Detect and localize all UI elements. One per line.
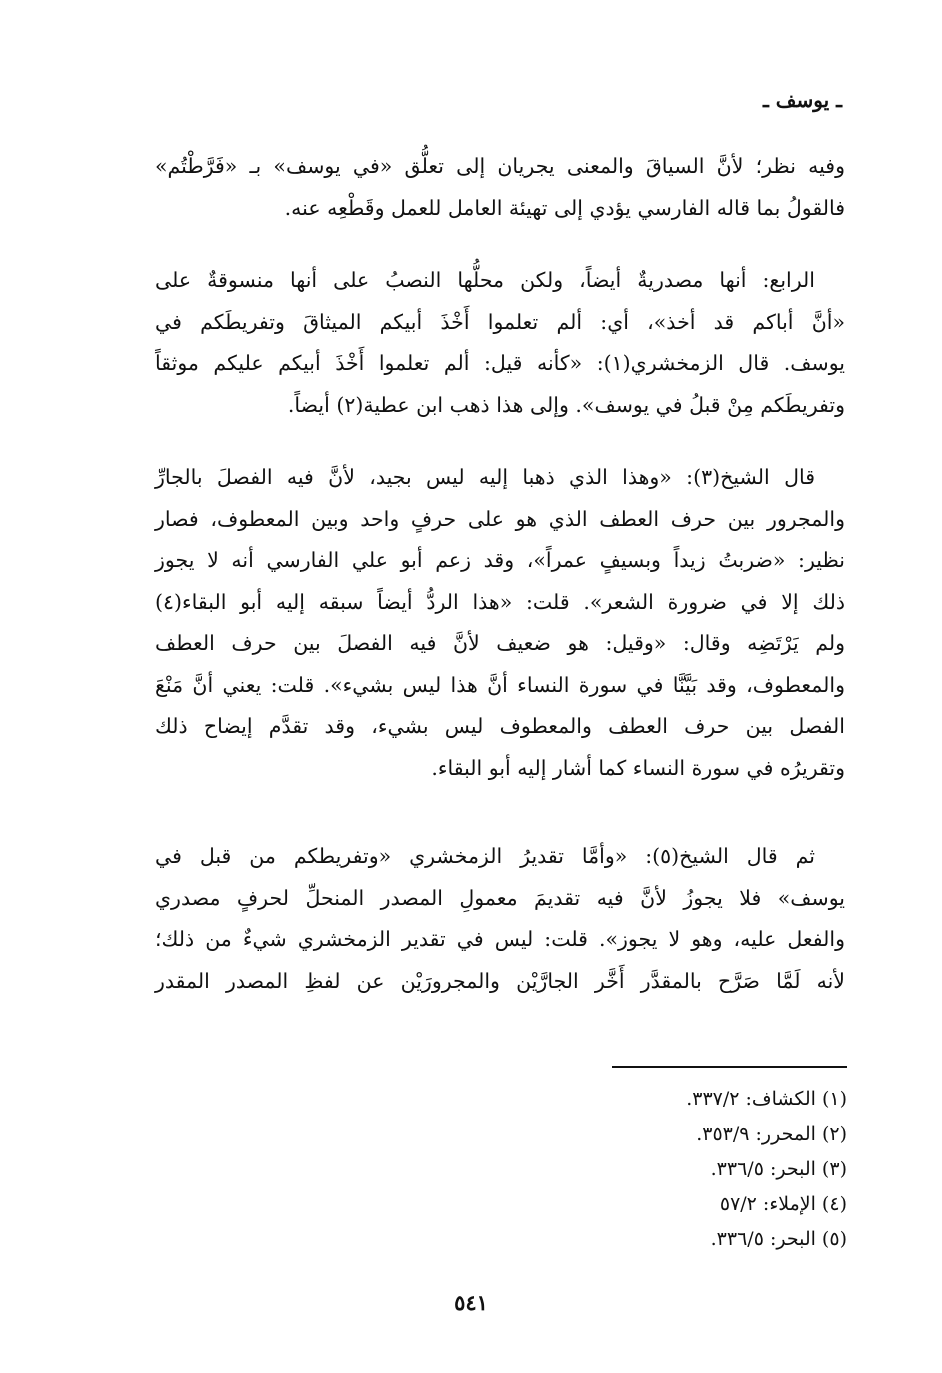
text-line: يوسف» فلا يجوزُ لأنَّ فيه تقديمَ معمولِ المصدر المنحلِّ لحرفٍ مصدري [155, 885, 845, 910]
page-number: ٥٤١ [454, 1290, 488, 1315]
text-line: والفعل عليه، وهو لا يجوز». قلت: ليس في تقدير الزمخشري شيءٌ من ذلك؛ [155, 927, 845, 951]
footnotes [547, 1082, 847, 1257]
text-line: قال الشيخ(٣): «وهذا الذي ذهبا إليه ليس بجيد، لأنَّ فيه الفصلَ بالجارِّ [155, 465, 816, 489]
text-line: وفيه نظر؛ لأنَّ السياقَ والمعنى يجريان إلى تعلُّق «في يوسف» بـ «فَرَّطْتُم» [155, 154, 845, 178]
text-line: وتفريطَكم مِنْ قبلُ في يوسف». وإلى هذا ذهب ابن عطية(٢) أيضاً. [287, 392, 845, 417]
footnote-divider [612, 1066, 847, 1068]
paragraph-2 [155, 260, 845, 426]
text-line: ثم قال الشيخ(٥): «وأمَّا تقديرُ الزمخشري «وتفريطكم من قبل في [155, 844, 815, 868]
footnote: (١) الكشاف: ٣٣٧/٢. [686, 1088, 847, 1110]
text-line: لأنه لَمَّا صَرَّح بالمقدَّر أَخَّر الجارَّيْن والمجرورَيْن عن لفظِ المصدر المقدر [155, 968, 845, 993]
running-header: ـ يوسف ـ [762, 88, 842, 112]
text-line: ولم يَرْتَضِه وقال: «وقيل: هو ضعيف لأنَّ فيه الفصلَ بين حرف العطف [155, 631, 845, 655]
text-line: والمعطوف، وقد بَيَّنَّا في سورة النساء أنَّ هذا ليس بشيء». قلت: يعني أنَّ مَنْعَ [155, 672, 845, 697]
text-line: يوسف. قال الزمخشري(١): «كأنه قيل: ألم تعلموا أَخْذَ أبيكم عليكم موثقاً [155, 351, 845, 375]
footnote: (٢) المحرر: ٣٥٣/٩. [696, 1123, 847, 1145]
text-line: وتقريرُه في سورة النساء كما أشار إليه أبو البقاء. [431, 755, 845, 780]
paragraph-1 [155, 146, 845, 229]
footnote: (٥) البحر: ٣٣٦/٥. [710, 1228, 847, 1250]
text-line: الفصل بين حرف العطف والمعطوف ليس بشيء، وقد تقدَّم إيضاح ذلك [155, 714, 845, 738]
text-line: «أنَّ أباكم قد أخذ»، أي: ألم تعلموا أَخْذَ أبيكم الميثاقَ وتفريطَكم في [155, 309, 845, 334]
text-line: فالقولُ بما قاله الفارسي يؤدي إلى تهيئة العامل للعمل وقَطْعِه عنه. [284, 195, 845, 220]
text-line: الرابع: أنها مصدريةٌ أيضاً، ولكن محلُّها النصبُ على أنها منسوقةٌ على [155, 268, 815, 292]
text-line: والمجرور بين حرف العطف الذي هو على حرفٍ واحد وبين المعطوف، فصار [155, 506, 845, 531]
text-line: ذلك إلا في ضرورة الشعر». قلت: «هذا الردُّ أيضاً سبقه إليه أبو البقاء(٤) [155, 589, 845, 614]
footnote: (٣) البحر: ٣٣٦/٥. [710, 1158, 847, 1180]
paragraph-3 [155, 457, 845, 789]
footnote: (٤) الإملاء: ٥٧/٢ [719, 1193, 847, 1215]
paragraph-4 [155, 836, 845, 1002]
text-line: نظير: «ضربتُ زيداً وبسيفٍ عمراً»، وقد زعم أبو علي الفارسي أنه لا يجوز [155, 548, 845, 572]
